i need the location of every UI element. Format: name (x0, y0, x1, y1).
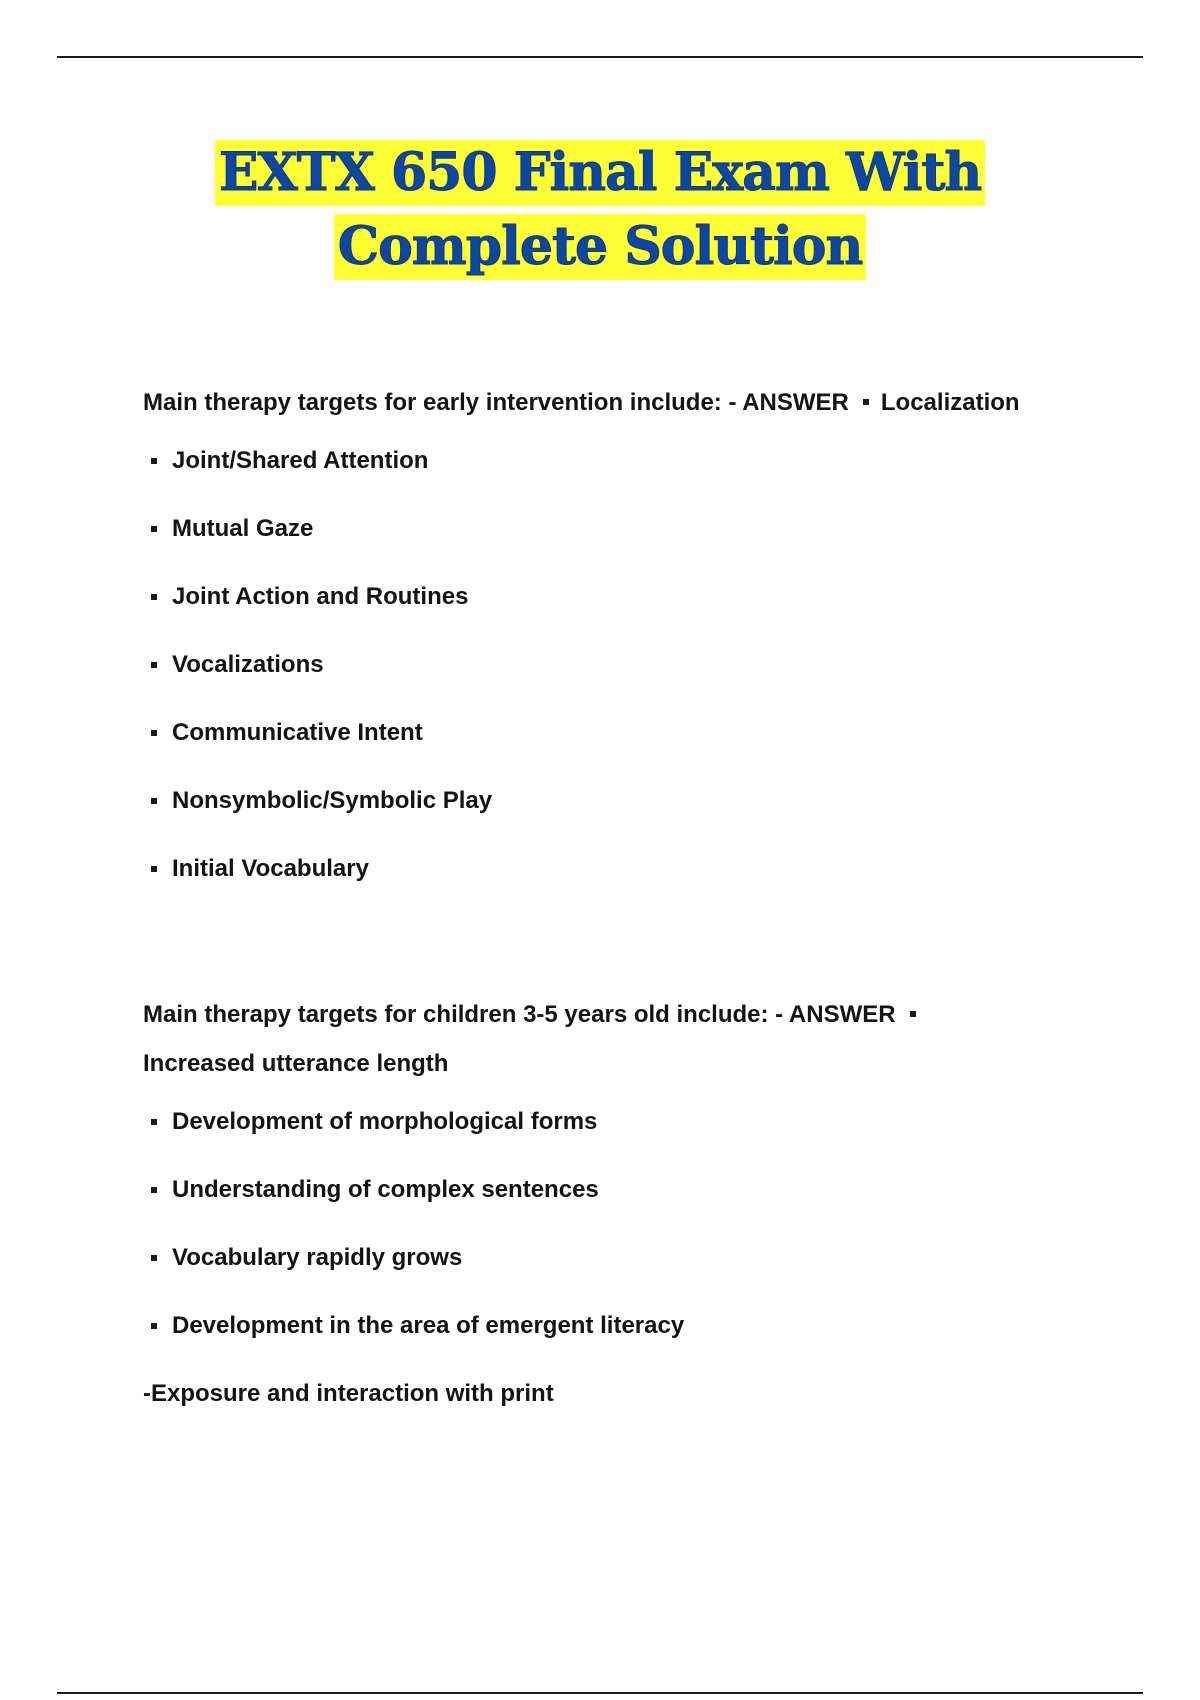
bullet-icon (151, 526, 157, 532)
list-item: Communicative Intent (143, 699, 1103, 767)
question-1-list (143, 427, 1103, 903)
list-item: Mutual Gaze (143, 495, 1103, 563)
page-title (0, 140, 1200, 288)
title-line-1: EXTX 650 Final Exam With (215, 140, 985, 206)
question-1-prompt: Main therapy targets for early intervention include: - ANSWER (143, 389, 849, 416)
question-2-list (143, 1088, 1103, 1360)
bullet-icon (151, 1119, 157, 1125)
bullet-icon (151, 1187, 157, 1193)
bullet-icon (151, 1255, 157, 1261)
bullet-icon (863, 399, 869, 405)
list-item: Development of morphological forms (143, 1088, 1103, 1156)
bullet-icon (151, 662, 157, 668)
question-2-first-item: Increased utterance length (143, 1050, 449, 1077)
list-item: Vocabulary rapidly grows (143, 1224, 1103, 1292)
top-rule (57, 56, 1143, 58)
bullet-icon (151, 594, 157, 600)
list-item: Joint/Shared Attention (143, 427, 1103, 495)
question-2-prompt: Main therapy targets for children 3-5 years old include: - ANSWER (143, 1001, 896, 1028)
bottom-rule (57, 1692, 1143, 1694)
list-item: Understanding of complex sentences (143, 1156, 1103, 1224)
bullet-icon (151, 458, 157, 464)
question-2-text (143, 990, 1103, 1088)
list-item: Vocalizations (143, 631, 1103, 699)
title-line-2: Complete Solution (334, 214, 867, 280)
bullet-icon (151, 1323, 157, 1329)
list-item: Joint Action and Routines (143, 563, 1103, 631)
question-2-trailing-text: -Exposure and interaction with print (143, 1380, 554, 1407)
bullet-icon (910, 1011, 916, 1017)
list-item: Nonsymbolic/Symbolic Play (143, 767, 1103, 835)
question-1-first-item: Localization (880, 389, 1020, 416)
list-item: Initial Vocabulary (143, 835, 1103, 903)
question-block-1 (143, 378, 1103, 903)
list-item: Development in the area of emergent literacy (143, 1292, 1103, 1360)
bullet-icon (151, 866, 157, 872)
bullet-icon (151, 798, 157, 804)
bullet-icon (151, 730, 157, 736)
question-1-text (143, 378, 1103, 427)
question-block-2 (143, 990, 1103, 1428)
